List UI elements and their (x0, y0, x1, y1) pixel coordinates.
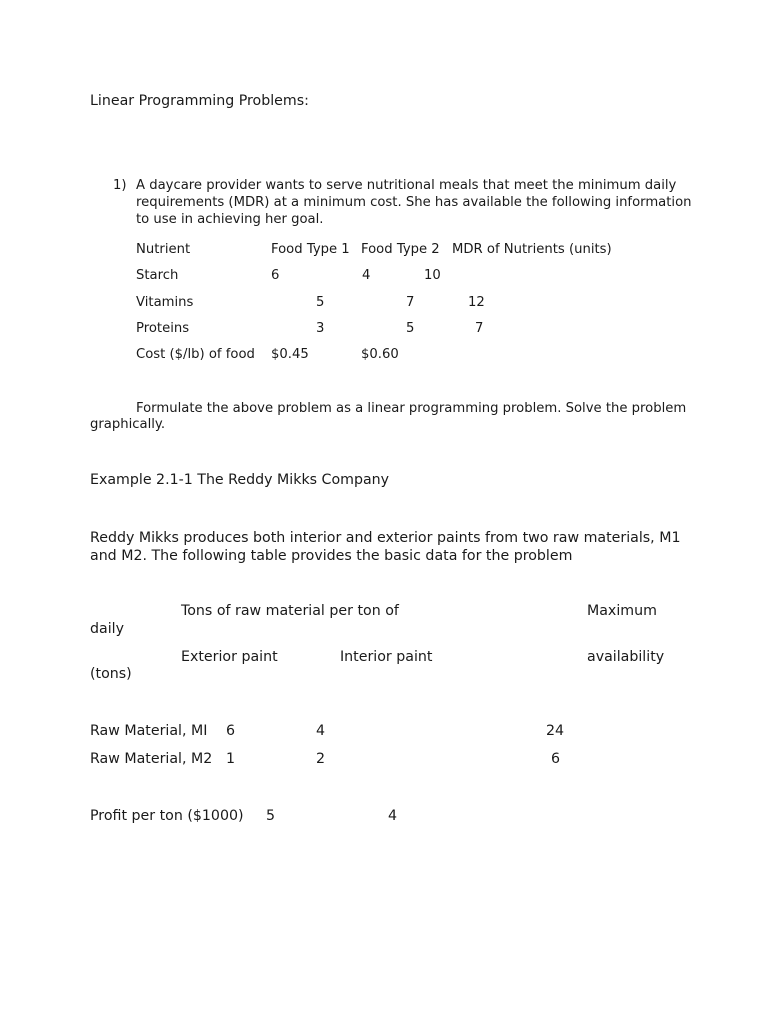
table-cell: 7 (475, 321, 484, 336)
availability-label: availability (587, 649, 665, 665)
table-cell: 5 (316, 295, 325, 310)
table-cell: Starch (136, 268, 179, 283)
page-title: Linear Programming Problems: (90, 93, 309, 109)
table-cell: 6 (551, 751, 561, 767)
row-label: Raw Material, M2 (90, 751, 213, 767)
row-label: Raw Material, MI (90, 723, 208, 739)
table-cell: 2 (316, 751, 326, 767)
table-header-cell: Food Type 1 (271, 242, 350, 257)
example-title: Example 2.1-1 The Reddy Mikks Company (90, 472, 390, 488)
problem-number: 1) (113, 178, 127, 193)
table-cell: 12 (468, 295, 485, 310)
table-cell: Vitamins (136, 295, 194, 310)
tons-label: Tons of raw material per ton of (181, 603, 399, 619)
maximum-label: Maximum (587, 603, 657, 619)
example-intro-line: Reddy Mikks produces both interior and exterior paints from two raw materials, M1 (90, 530, 681, 546)
table-cell: 1 (226, 751, 236, 767)
table-cell: 4 (316, 723, 326, 739)
table-header-cell: Food Type 2 (361, 242, 440, 257)
exterior-paint-header: Exterior paint (181, 649, 278, 665)
instruction-line: Formulate the above problem as a linear programming problem. Solve the problem (136, 401, 687, 416)
table-cell: 10 (424, 268, 441, 283)
problem-text-line: requirements (MDR) at a minimum cost. She has available the following information (136, 195, 692, 210)
table-cell: 5 (266, 808, 276, 824)
problem-text-line: A daycare provider wants to serve nutritional meals that meet the minimum daily (136, 178, 677, 193)
table-cell: 4 (388, 808, 398, 824)
profit-label: Profit per ton ($1000) (90, 808, 244, 824)
table-cell: 3 (316, 321, 325, 336)
table-cell: Proteins (136, 321, 190, 336)
daily-label: daily (90, 621, 124, 637)
table-cell: Cost ($/lb) of food (136, 347, 255, 362)
table-header-cell: MDR of Nutrients (units) (452, 242, 612, 257)
example-intro (90, 529, 690, 565)
problem-text-line: to use in achieving her goal. (136, 212, 324, 227)
tons-unit-label: (tons) (90, 666, 132, 682)
table-cell: $0.45 (271, 347, 309, 362)
table-cell: 5 (406, 321, 415, 336)
table-cell: $0.60 (361, 347, 399, 362)
table-header-cell: Nutrient (136, 242, 191, 257)
table-cell: 6 (226, 723, 236, 739)
problem-text (136, 177, 696, 228)
table-cell: 24 (546, 723, 565, 739)
table-cell: 7 (406, 295, 415, 310)
instruction-line: graphically. (90, 417, 166, 432)
table-cell: 4 (362, 268, 371, 283)
table-cell: 6 (271, 268, 280, 283)
interior-paint-header: Interior paint (340, 649, 433, 665)
example-intro-line: and M2. The following table provides the basic data for the problem (90, 548, 573, 564)
